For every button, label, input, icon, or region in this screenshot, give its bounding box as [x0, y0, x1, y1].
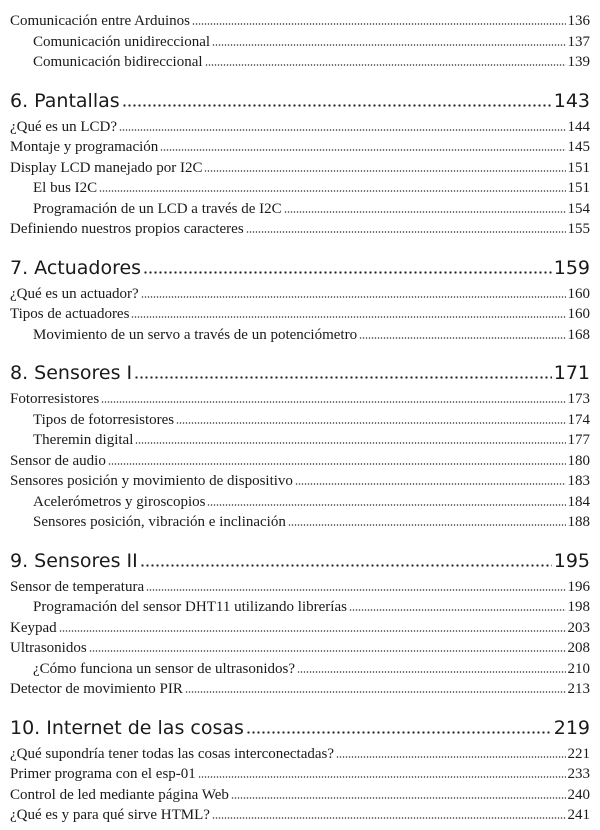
entry-page-number: 168 [567, 326, 590, 343]
dot-leader [231, 797, 566, 799]
toc-entry[interactable] [10, 679, 590, 700]
entry-title: Tipos de fotorresistores [33, 411, 175, 428]
dot-leader [336, 756, 565, 758]
dot-leader [212, 44, 565, 46]
chapter-heading[interactable] [10, 714, 590, 742]
entry-page-number: 151 [567, 159, 590, 176]
entry-title: Keypad [10, 619, 57, 636]
toc-subentry[interactable] [10, 410, 590, 431]
dot-leader [288, 524, 566, 526]
entry-title: Comunicación unidireccional [33, 33, 211, 50]
entry-title: Fotorresistores [10, 391, 100, 407]
entry-title: Sensor de audio [10, 452, 106, 469]
toc-entry[interactable] [10, 638, 590, 659]
entry-page-number: 213 [567, 681, 590, 697]
dot-leader [140, 564, 552, 567]
dot-leader [284, 211, 566, 213]
entry-page-number: 241 [567, 807, 590, 823]
dot-leader [207, 504, 565, 506]
dot-leader [212, 817, 566, 819]
entry-page-number: 160 [567, 306, 590, 322]
entry-title: ¿Cómo funciona un sensor de ultrasonidos? [33, 660, 296, 677]
chapter-page-number: 171 [553, 362, 590, 384]
entry-page-number: 233 [567, 766, 590, 782]
chapter-page-number: 219 [553, 716, 590, 739]
toc-entry[interactable] [10, 744, 590, 765]
entry-page-number: 208 [567, 640, 590, 656]
toc-subentry[interactable] [10, 597, 590, 618]
toc-subentry[interactable] [10, 325, 590, 346]
chapter-heading[interactable] [10, 547, 590, 575]
chapter-title: 10. Internet de las cosas [10, 716, 244, 739]
entry-title: Primer programa con el esp-01 [10, 766, 196, 782]
entry-page-number: 145 [567, 139, 590, 155]
entry-page-number: 183 [567, 473, 590, 489]
entry-title: Ultrasonidos [10, 640, 87, 656]
entry-page-number: 136 [567, 13, 590, 29]
entry-title: Tipos de actuadores [10, 306, 130, 322]
entry-page-number: 137 [567, 33, 590, 50]
entry-page-number: 177 [567, 432, 590, 448]
toc-entry[interactable] [10, 577, 590, 598]
entry-title: ¿Qué supondría tener todas las cosas interconectadas? [10, 745, 335, 762]
entry-page-number: 155 [567, 221, 590, 237]
entry-title: Montaje y programación [10, 139, 159, 155]
dot-leader [349, 609, 566, 611]
toc-subentry[interactable] [10, 512, 590, 533]
chapter-page-number: 143 [553, 89, 590, 112]
dot-leader [101, 401, 565, 403]
entry-page-number: 188 [567, 514, 590, 530]
entry-page-number: 173 [567, 391, 590, 407]
dot-leader [295, 483, 566, 485]
entry-title: Sensores posición y movimiento de dispositivo [10, 473, 293, 489]
dot-leader [119, 129, 565, 131]
entry-title: El bus I2C [33, 180, 98, 196]
toc-entry[interactable] [10, 785, 590, 806]
entry-title: Display LCD manejado por I2C [10, 159, 203, 176]
toc-entry[interactable] [10, 304, 590, 325]
toc-subentry[interactable] [10, 32, 590, 53]
toc-entry[interactable] [10, 11, 590, 32]
dot-leader [134, 376, 552, 379]
chapter-title: 6. Pantallas [10, 89, 120, 112]
entry-page-number: 174 [567, 411, 590, 428]
dot-leader [204, 170, 565, 172]
toc-entry[interactable] [10, 158, 590, 179]
dot-leader [146, 589, 565, 591]
toc-entry[interactable] [10, 219, 590, 240]
entry-page-number: 196 [567, 578, 590, 595]
entry-page-number: 139 [567, 54, 590, 70]
entry-page-number: 221 [567, 745, 590, 762]
dot-leader [246, 231, 566, 233]
dot-leader [131, 316, 565, 318]
toc-entry[interactable] [10, 764, 590, 785]
dot-leader [143, 271, 552, 274]
chapter-title: 7. Actuadores [10, 256, 142, 279]
toc-subentry[interactable] [10, 199, 590, 220]
entry-title: Sensor de temperatura [10, 578, 145, 595]
chapter-heading[interactable] [10, 359, 590, 387]
dot-leader [99, 190, 565, 192]
dot-leader [141, 296, 566, 298]
entry-page-number: 198 [567, 599, 590, 615]
dot-leader [192, 23, 566, 25]
entry-page-number: 184 [567, 493, 590, 510]
entry-page-number: 154 [567, 200, 590, 217]
entry-title: Control de led mediante página Web [10, 786, 229, 803]
toc-entry[interactable] [10, 471, 590, 492]
dot-leader [59, 630, 566, 632]
entry-title: Acelerómetros y giroscopios [33, 493, 206, 510]
toc-subentry[interactable] [10, 178, 590, 199]
chapter-page-number: 195 [553, 549, 590, 572]
dot-leader [108, 463, 566, 465]
toc-subentry[interactable] [10, 492, 590, 513]
toc-entry[interactable] [10, 618, 590, 639]
dot-leader [176, 422, 565, 424]
entry-title: Sensores posición, vibración e inclinación [33, 514, 286, 530]
toc-subentry[interactable] [10, 52, 590, 73]
dot-leader [89, 650, 566, 652]
toc-entry[interactable] [10, 284, 590, 305]
entry-page-number: 210 [567, 660, 590, 677]
dot-leader [122, 104, 552, 107]
entry-title: Programación de un LCD a través de I2C [33, 200, 282, 217]
dot-leader [185, 691, 566, 693]
toc-entry[interactable] [10, 451, 590, 472]
toc-entry[interactable] [10, 137, 590, 158]
chapter-heading[interactable] [10, 254, 590, 282]
dot-leader [135, 442, 565, 444]
entry-page-number: 240 [567, 786, 590, 803]
entry-page-number: 180 [567, 452, 590, 469]
toc-subentry[interactable] [10, 430, 590, 451]
chapter-page-number: 159 [553, 256, 590, 279]
entry-title: Definiendo nuestros propios caracteres [10, 221, 244, 237]
chapter-heading[interactable] [10, 87, 590, 115]
entry-title: Programación del sensor DHT11 utilizando librerías [33, 599, 347, 615]
dot-leader [359, 337, 565, 339]
entry-page-number: 151 [567, 180, 590, 196]
entry-title: Detector de movimiento PIR [10, 681, 183, 697]
entry-title: Comunicación bidireccional [33, 54, 203, 70]
dot-leader [205, 64, 566, 66]
entry-title: ¿Qué es un LCD? [10, 118, 118, 135]
dot-leader [246, 731, 552, 734]
dot-leader [160, 149, 565, 151]
entry-title: ¿Qué es un actuador? [10, 285, 139, 302]
dot-leader [297, 671, 565, 673]
dot-leader [198, 776, 566, 778]
entry-title: Movimiento de un servo a través de un potenciómetro [33, 326, 358, 343]
entry-page-number: 160 [567, 285, 590, 302]
chapter-title: 9. Sensores II [10, 549, 138, 572]
entry-title: Comunicación entre Arduinos [10, 13, 190, 29]
entry-page-number: 203 [567, 619, 590, 636]
entry-title: Theremin digital [33, 432, 134, 448]
entry-title: ¿Qué es y para qué sirve HTML? [10, 807, 210, 823]
toc-subentry[interactable] [10, 659, 590, 680]
entry-page-number: 144 [567, 118, 590, 135]
toc-entry[interactable] [10, 117, 590, 138]
toc-entry[interactable] [10, 805, 590, 826]
toc-entry[interactable] [10, 389, 590, 410]
chapter-title: 8. Sensores I [10, 362, 133, 384]
